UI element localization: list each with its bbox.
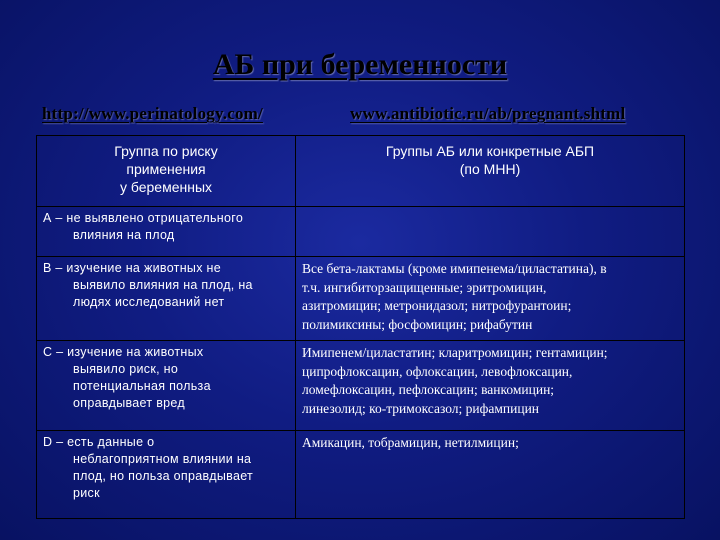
risk-category-first-line: А – не выявлено отрицательного: [43, 211, 244, 225]
drug-list-cell: Имипенем/циластатин; кларитромицин; гентамицин; ципрофлоксацин, офлоксацин, левофлоксацин, ломефлоксацин, пефлоксацин; ванкомицин; линезолид; ко-тримоксазол; рифампицин: [296, 341, 685, 431]
drugs-header: [296, 136, 685, 207]
table-header-row: [37, 136, 685, 207]
perinatology-link[interactable]: http://www.perinatology.com/: [42, 104, 263, 123]
table-row-category-d: [37, 431, 685, 519]
risk-category-cell: [37, 431, 296, 519]
risk-group-header: [37, 136, 296, 207]
risk-category-description: неблагоприятном влиянии на плод, но польза оправдывает риск: [73, 452, 254, 500]
table-row-category-a: [37, 207, 685, 257]
pregnancy-antibiotic-table: [36, 135, 685, 519]
drug-list-cell: Все бета-лактамы (кроме имипенема/циластатина), в т.ч. ингибиторзащищенные; эритромицин, азитромицин; метронидазол; нитрофурантоин; полимиксины; фосфомицин; рифабутин: [296, 257, 685, 341]
risk-category-first-line: D – есть данные о: [43, 435, 155, 449]
risk-category-cell: [37, 207, 296, 257]
risk-category-cell: [37, 257, 296, 341]
antibiotic-link[interactable]: www.antibiotic.ru/ab/pregnant.shtml: [350, 104, 626, 123]
risk-group-header-text: Группа по риску применения у беременных: [114, 143, 218, 195]
slide-title: АБ при беременности: [212, 48, 508, 81]
risk-category-description-text: влияния на плод: [73, 228, 175, 242]
drugs-header-text: Группы АБ или конкретные АБП (по МНН): [385, 143, 595, 177]
risk-category-cell: [37, 341, 296, 431]
table-row-category-c: [37, 341, 685, 431]
risk-category-first-line: С – изучение на животных: [43, 345, 204, 359]
risk-category-description: [43, 227, 289, 244]
risk-category-first-line: В – изучение на животных не: [43, 261, 221, 275]
risk-category-description: выявило риск, но потенциальная польза оправдывает вред: [73, 362, 211, 410]
table-row-category-b: [37, 257, 685, 341]
drug-list-cell: Амикацин, тобрамицин, нетилмицин;: [296, 431, 685, 519]
drug-list-cell: [296, 207, 685, 257]
risk-category-description: выявило влияния на плод, на людях исследований нет: [73, 278, 253, 309]
